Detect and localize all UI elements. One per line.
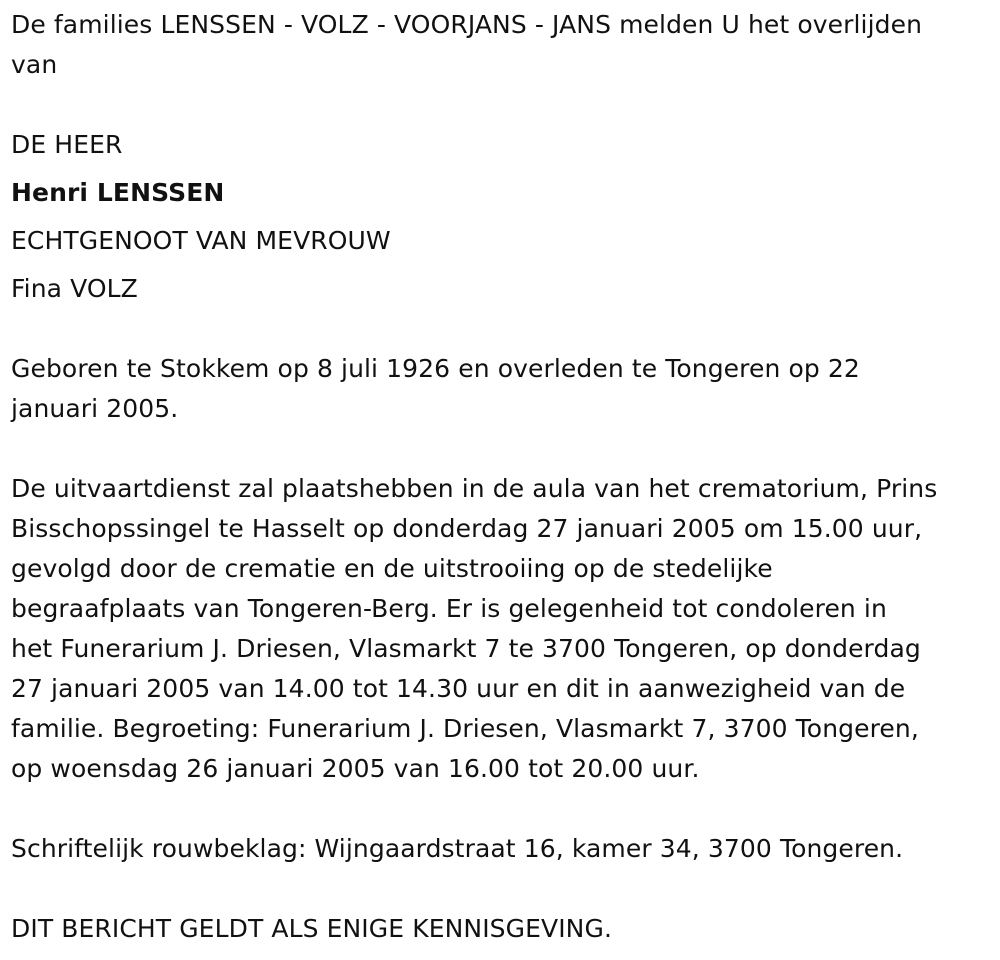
service-line-2: Bisschopssingel te Hasselt op donderdag 27 januari 2005 om 15.00 uur, [11, 514, 923, 543]
spouse-name: Fina VOLZ [11, 274, 138, 303]
service-line-4: begraafplaats van Tongeren-Berg. Er is gelegenheid tot condoleren in [11, 594, 887, 623]
service-line-3: gevolgd door de crematie en de uitstrooiing op de stedelijke [11, 554, 773, 583]
service-line-7: familie. Begroeting: Funerarium J. Driesen, Vlasmarkt 7, 3700 Tongeren, [11, 714, 919, 743]
intro-line-2: van [11, 50, 58, 79]
condolence-address: Schriftelijk rouwbeklag: Wijngaardstraat 16, kamer 34, 3700 Tongeren. [11, 834, 904, 863]
closing-statement: DIT BERICHT GELDT ALS ENIGE KENNISGEVING. [11, 914, 612, 943]
birth-death-line-2: januari 2005. [11, 394, 179, 423]
deceased-name: Henri LENSSEN [11, 178, 225, 207]
service-line-1: De uitvaartdienst zal plaatshebben in de aula van het crematorium, Prins [11, 474, 938, 503]
birth-death-line-1: Geboren te Stokkem op 8 juli 1926 en overleden te Tongeren op 22 [11, 354, 860, 383]
service-line-6: 27 januari 2005 van 14.00 tot 14.30 uur en dit in aanwezigheid van de [11, 674, 906, 703]
honorific: DE HEER [11, 130, 123, 159]
service-line-8: op woensdag 26 januari 2005 van 16.00 tot 20.00 uur. [11, 754, 700, 783]
intro-line-1: De families LENSSEN - VOLZ - VOORJANS - JANS melden U het overlijden [11, 10, 923, 39]
spouse-title: ECHTGENOOT VAN MEVROUW [11, 226, 391, 255]
service-line-5: het Funerarium J. Driesen, Vlasmarkt 7 te 3700 Tongeren, op donderdag [11, 634, 921, 663]
